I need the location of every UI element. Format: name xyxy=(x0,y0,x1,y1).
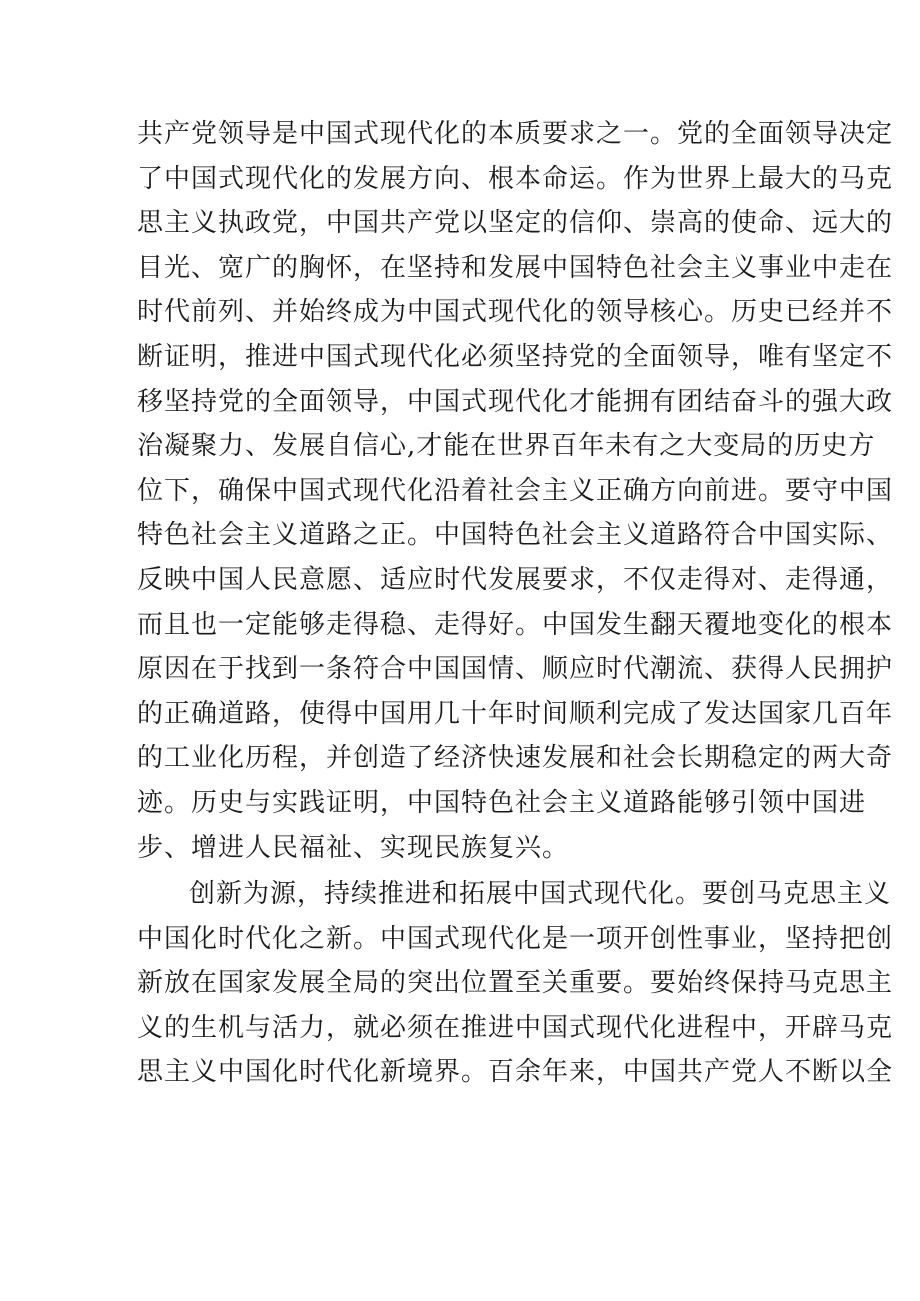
text-line: 了中国式现代化的发展方向、根本命运。作为世界上最大的马克 xyxy=(137,163,894,194)
paragraph-2 xyxy=(137,872,894,1095)
text-line: 治凝聚力、发展自信心,才能在世界百年未有之大变局的历史方 xyxy=(137,431,876,462)
text-line: 迹。历史与实践证明，中国特色社会主义道路能够引领中国进 xyxy=(137,787,867,818)
text-line: 特色社会主义道路之正。中国特色社会主义道路符合中国实际、 xyxy=(137,520,894,551)
body-text xyxy=(137,112,894,1095)
text-line: 原因在于找到一条符合中国国情、顺应时代潮流、获得人民拥护 xyxy=(137,654,894,685)
text-line: 位下，确保中国式现代化沿着社会主义正确方向前进。要守中国 xyxy=(137,475,894,506)
text-line: 的正确道路，使得中国用几十年时间顺利完成了发达国家几百年 xyxy=(137,698,894,729)
text-line: 步、增进人民福祉、实现民族复兴。 xyxy=(137,832,570,863)
text-line: 共产党领导是中国式现代化的本质要求之一。党的全面领导决定 xyxy=(137,119,894,149)
text-line: 反映中国人民意愿、适应时代发展要求，不仅走得对、走得通， xyxy=(137,564,894,595)
text-line: 而且也一定能够走得稳、走得好。中国发生翻天覆地变化的根本 xyxy=(137,609,894,640)
text-line: 目光、宽广的胸怀，在坚持和发展中国特色社会主义事业中走在 xyxy=(137,252,894,283)
text-line: 中国化时代化之新。中国式现代化是一项开创性事业，坚持把创 xyxy=(137,923,894,954)
text-line: 义的生机与活力，就必须在推进中国式现代化进程中，开辟马克 xyxy=(137,1012,894,1043)
paragraph-1 xyxy=(137,112,894,870)
text-line: 创新为源，持续推进和拓展中国式现代化。要创马克思主义 xyxy=(189,879,892,910)
text-line: 思主义中国化时代化新境界。百余年来，中国共产党人不断以全 xyxy=(137,1057,894,1088)
text-line: 移坚持党的全面领导，中国式现代化才能拥有团结奋斗的强大政 xyxy=(137,386,894,417)
text-line: 新放在国家发展全局的突出位置至关重要。要始终保持马克思主 xyxy=(137,968,894,999)
text-line: 思主义执政党，中国共产党以坚定的信仰、崇高的使命、远大的 xyxy=(137,208,894,239)
text-line: 的工业化历程，并创造了经济快速发展和社会长期稳定的两大奇 xyxy=(137,743,894,774)
text-line: 时代前列、并始终成为中国式现代化的领导核心。历史已经并不 xyxy=(137,297,894,328)
text-line: 断证明，推进中国式现代化必须坚持党的全面领导，唯有坚定不 xyxy=(137,341,894,372)
